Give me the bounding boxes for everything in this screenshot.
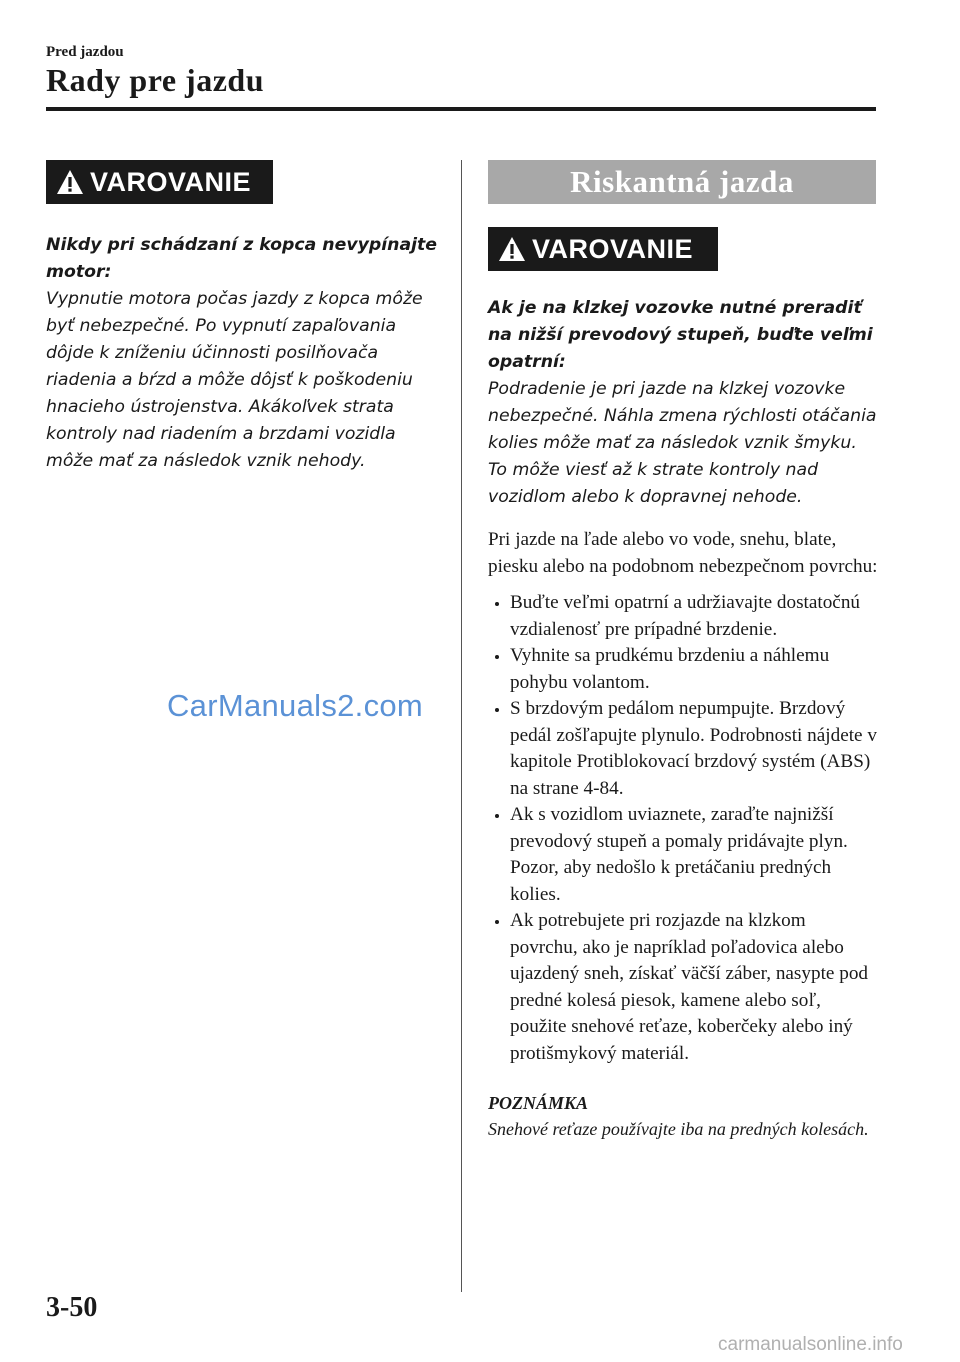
bullet-icon	[495, 655, 499, 659]
list-item: Ak s vozidlom uviaznete, zaraďte najnižší prevodový stupeň a pomaly pridávajte plyn. Pozor, aby nedošlo k pretáčaniu predných kolies.	[488, 802, 878, 908]
title-rule	[46, 107, 876, 111]
intro-text: Pri jazde na ľade alebo vo vode, snehu, blate, piesku alebo na podobnom nebezpečnom povrchu:	[488, 529, 878, 577]
warning-title: Nikdy pri schádzaní z kopca nevypínajte motor:	[46, 235, 438, 282]
column-divider	[461, 160, 462, 1292]
warning-label: VAROVANIE	[90, 166, 252, 197]
note-text: Snehové reťaze používajte iba na predných kolesách.	[488, 1119, 869, 1139]
section-heading: Riskantná jazda	[488, 160, 876, 204]
left-warning-content	[46, 232, 446, 475]
list-item: Buďte veľmi opatrní a udržiavajte dostatočnú vzdialenosť pre prípadné brzdenie.	[488, 590, 878, 643]
footer-watermark: carmanualsonline.info	[718, 1334, 903, 1355]
warning-body: Podradenie je pri jazde na klzkej vozovke nebezpečné. Náhla zmena rýchlosti otáčania kolies môže mať za následok vznik šmyku. To môže viesť až k strate kontroly nad vozidlom alebo k dopravnej nehode.	[488, 379, 877, 507]
right-content	[488, 295, 878, 1142]
page-number: 3-50	[46, 1292, 98, 1323]
watermark: CarManuals2.com	[167, 688, 424, 723]
warning-triangle-icon	[498, 236, 526, 262]
warning-badge-left	[46, 160, 273, 204]
tips-list	[488, 590, 878, 1067]
warning-body: Vypnutie motora počas jazdy z kopca môže byť nebezpečné. Po vypnutí zapaľovania dôjde k zníženiu účinnosti posilňovača riadenia a bŕzd a môže dôjsť k poškodeniu hnacieho ústrojenstva. Akákoľvek strata kontroly nad riadením a brzdami vozidla môže mať za následok vznik nehody.	[46, 289, 423, 471]
breadcrumb: Pred jazdou	[46, 44, 124, 60]
warning-triangle-icon	[56, 169, 84, 195]
list-item: Ak potrebujete pri rozjazde na klzkom povrchu, ako je napríklad poľadovica alebo ujazdený sneh, získať väčší záber, nasypte pod predné kolesá piesok, kamene alebo soľ, použite snehové reťaze, koberčeky alebo iný protišmykový materiál.	[488, 908, 878, 1067]
page-title: Rady pre jazdu	[46, 62, 264, 98]
warning-badge-right	[488, 227, 718, 271]
bullet-icon	[495, 920, 499, 924]
bullet-icon	[495, 708, 499, 712]
bullet-icon	[495, 814, 499, 818]
note-title: POZNÁMKA	[488, 1093, 589, 1113]
warning-title: Ak je na klzkej vozovke nutné preradiť na nižší prevodový stupeň, buďte veľmi opatrní:	[488, 298, 873, 372]
warning-label: VAROVANIE	[532, 233, 694, 264]
list-item: Vyhnite sa prudkému brzdeniu a náhlemu pohybu volantom.	[488, 643, 878, 696]
bullet-icon	[495, 602, 499, 606]
list-item: S brzdovým pedálom nepumpujte. Brzdový pedál zošľapujte plynulo. Podrobnosti nájdete v kapitole Protiblokovací brzdový systém (ABS) na strane 4-84.	[488, 696, 878, 802]
